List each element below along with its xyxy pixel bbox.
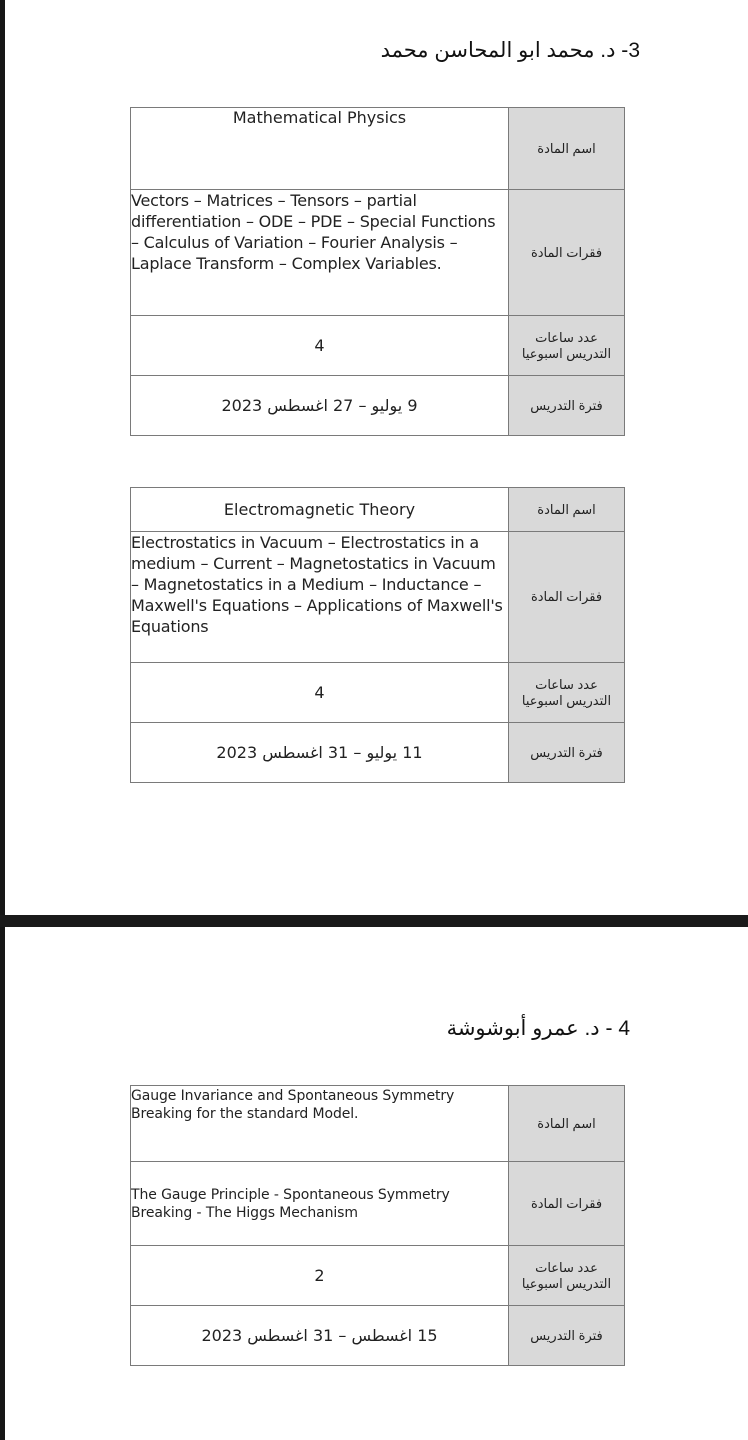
course-topics-value: Electrostatics in Vacuum – Electrostatics in a medium – Current – Magnetostatics in Vacuum – Magnetostatics in a Medium – Inductance – Maxwell's Equations – Applications of Maxwell's Equations bbox=[131, 532, 509, 663]
weekly-hours-value: 4 bbox=[131, 316, 509, 376]
table-row bbox=[131, 316, 625, 376]
weekly-hours-label bbox=[509, 663, 625, 723]
course-topics-label: فقرات المادة bbox=[509, 1162, 625, 1246]
table-row bbox=[131, 376, 625, 436]
teaching-period-label: فترة التدريس bbox=[509, 1306, 625, 1366]
weekly-hours-label-line2: التدريس اسبوعيا bbox=[521, 692, 612, 708]
course-name-value: Gauge Invariance and Spontaneous Symmetry Breaking for the standard Model. bbox=[131, 1086, 509, 1162]
table-row bbox=[131, 532, 625, 663]
teaching-period-value: 9 يوليو – 27 اغسطس 2023 bbox=[131, 376, 509, 436]
table-row bbox=[131, 190, 625, 316]
table-row bbox=[131, 1246, 625, 1306]
page-separator bbox=[0, 915, 748, 927]
table-row bbox=[131, 1306, 625, 1366]
teaching-period-value: 15 اغسطس – 31 اغسطس 2023 bbox=[131, 1306, 509, 1366]
weekly-hours-value: 2 bbox=[131, 1246, 509, 1306]
weekly-hours-label-line1: عدد ساعات bbox=[535, 676, 598, 692]
table-row bbox=[131, 488, 625, 532]
weekly-hours-label-line2: التدريس اسبوعيا bbox=[521, 345, 612, 361]
course-topics-value: The Gauge Principle - Spontaneous Symmetry Breaking - The Higgs Mechanism bbox=[131, 1162, 509, 1246]
course-topics-label: فقرات المادة bbox=[509, 532, 625, 663]
teaching-period-label: فترة التدريس bbox=[509, 376, 625, 436]
instructor-heading-4: 4 - د. عمرو أبوشوشة bbox=[446, 1017, 630, 1040]
table-row bbox=[131, 1086, 625, 1162]
instructor-heading-3: 3- د. محمد ابو المحاسن محمد bbox=[380, 39, 640, 62]
teaching-period-label: فترة التدريس bbox=[509, 723, 625, 783]
weekly-hours-label bbox=[509, 316, 625, 376]
course-name-value: Electromagnetic Theory bbox=[131, 488, 509, 532]
table-row bbox=[131, 723, 625, 783]
weekly-hours-label-line2: التدريس اسبوعيا bbox=[521, 1275, 612, 1291]
weekly-hours-label bbox=[509, 1246, 625, 1306]
course-topics-label: فقرات المادة bbox=[509, 190, 625, 316]
weekly-hours-label-line1: عدد ساعات bbox=[535, 1259, 598, 1275]
course-name-label: اسم المادة bbox=[509, 1086, 625, 1162]
weekly-hours-label-line1: عدد ساعات bbox=[535, 329, 598, 345]
table-row bbox=[131, 663, 625, 723]
course-table-mathematical-physics bbox=[130, 107, 625, 436]
course-name-value: Mathematical Physics bbox=[131, 108, 509, 190]
course-topics-value: Vectors – Matrices – Tensors – partial differentiation – ODE – PDE – Special Functions – Calculus of Variation – Fourier Analysis – Laplace Transform – Complex Variables. bbox=[131, 190, 509, 316]
weekly-hours-value: 4 bbox=[131, 663, 509, 723]
course-name-label: اسم المادة bbox=[509, 108, 625, 190]
course-table-electromagnetic-theory bbox=[130, 487, 625, 783]
table-row bbox=[131, 108, 625, 190]
page-left-edge bbox=[0, 0, 5, 1440]
teaching-period-value: 11 يوليو – 31 اغسطس 2023 bbox=[131, 723, 509, 783]
table-row bbox=[131, 1162, 625, 1246]
course-table-gauge-invariance bbox=[130, 1085, 625, 1366]
course-name-label: اسم المادة bbox=[509, 488, 625, 532]
